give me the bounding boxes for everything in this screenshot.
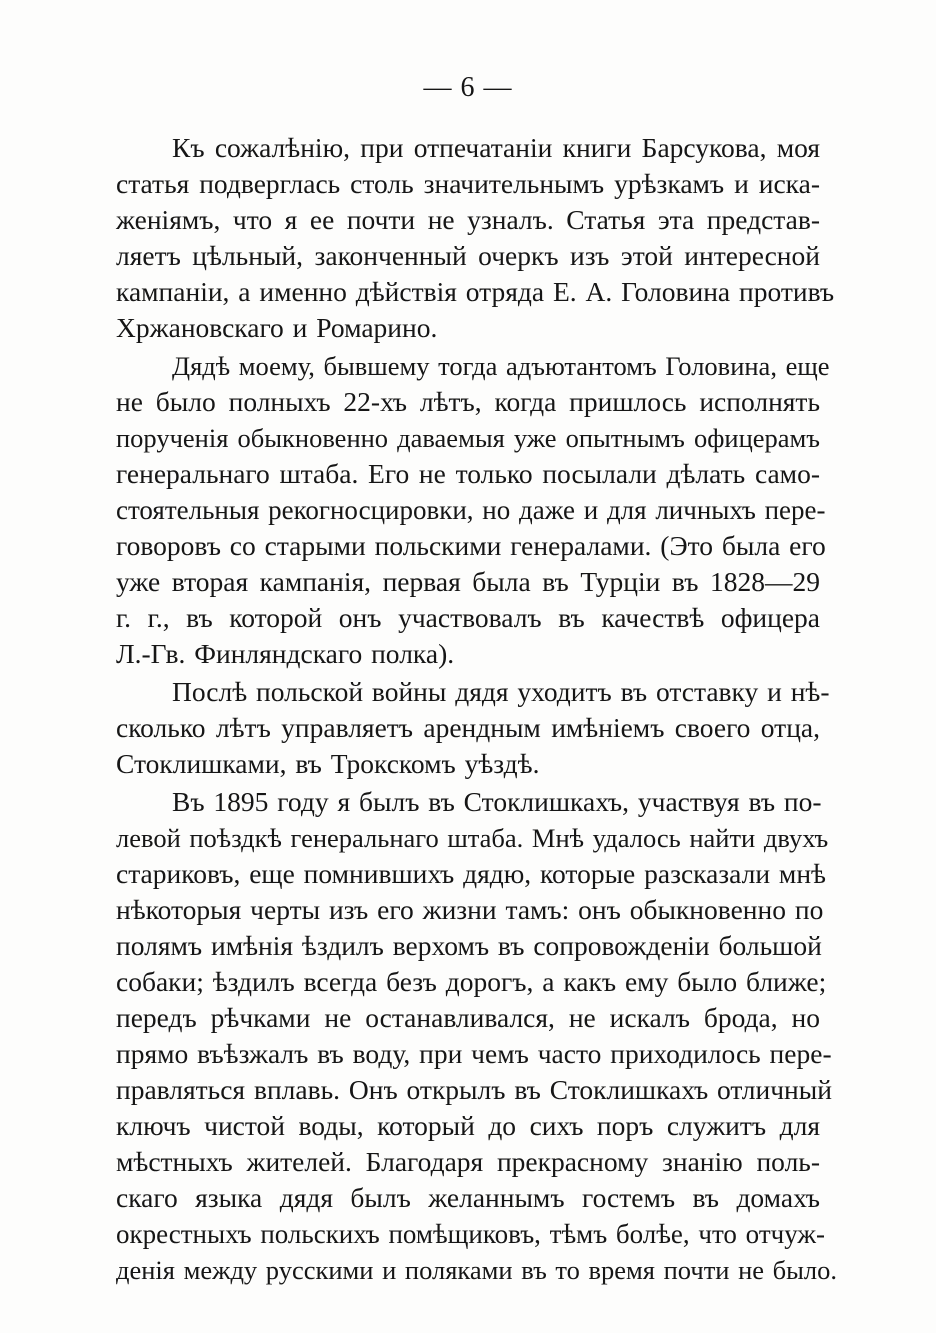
text-line: генеральнаго штаба. Его не только посылали дѣлать само-	[116, 458, 820, 489]
body-text	[116, 130, 838, 1290]
text-line: Къ сожалѣнію, при отпечатаніи книги Барсукова, моя	[172, 132, 820, 163]
text-line: нѣкоторыя черты изъ его жизни тамъ: онъ обыкновенно по	[116, 894, 824, 925]
text-line: г. г., въ которой онъ участвовалъ въ качествѣ офицера	[116, 602, 820, 633]
text-line: Стоклишками, въ Трокскомъ уѣздѣ.	[116, 748, 540, 779]
paragraph-1	[116, 130, 835, 346]
text-line: сколько лѣтъ управляетъ арендным имѣніемъ своего отца,	[116, 712, 820, 743]
paragraph-2	[116, 348, 830, 672]
text-line: Хржановскаго и Ромарино.	[116, 312, 438, 343]
text-line: ключъ чистой воды, который до сихъ поръ служитъ для	[116, 1110, 820, 1141]
text-line: левой поѣздкѣ генеральнаго штаба. Мнѣ удалось найти двухъ	[116, 823, 829, 853]
text-line: денія между русскими и поляками въ то время почти не было.	[116, 1255, 838, 1285]
text-line: стоятельныя рекогносцировки, но даже и для личныхъ пере-	[116, 495, 826, 525]
page-number: — 6 —	[423, 72, 513, 103]
text-line: говоровъ со старыми польскими генералами. (Это была его	[116, 530, 826, 561]
paragraph-3	[116, 674, 830, 782]
text-line: полямъ имѣнія ѣздилъ верхомъ въ сопровожденіи большой	[116, 930, 822, 961]
text-line: мѣстныхъ жителей. Благодаря прекрасному знанію поль-	[116, 1146, 820, 1177]
text-line: скаго языка дядя былъ желаннымъ гостемъ въ домахъ	[116, 1182, 820, 1213]
text-line: Въ 1895 году я былъ въ Стоклишкахъ, участвуя въ по-	[172, 786, 822, 817]
text-line: статья подверглась столь значительнымъ урѣзкамъ и иска-	[116, 168, 820, 199]
text-line: кампаніи, а именно дѣйствія отряда Е. А. Головина противъ	[116, 276, 835, 307]
paragraph-4	[116, 784, 838, 1288]
text-line: Л.-Гв. Финляндскаго полка).	[116, 638, 455, 669]
text-line: стариковъ, еще помнившихъ дядю, которые разсказали мнѣ	[116, 858, 826, 889]
text-line: Дядѣ моему, бывшему тогда адъютантомъ Головина, еще	[172, 351, 830, 381]
text-line: собаки; ѣздилъ всегда безъ дорогъ, а какъ ему было ближе;	[116, 966, 827, 997]
text-line: окрестныхъ польскихъ помѣщиковъ, тѣмъ болѣе, что отчуж-	[116, 1219, 825, 1249]
text-line: уже вторая кампанія, первая была въ Турціи въ 1828—29	[116, 566, 820, 597]
text-line: передъ рѣчками не останавливался, не искалъ брода, но	[116, 1002, 820, 1033]
text-line: порученія обыкновенно даваемыя уже опытнымъ офицерамъ	[116, 423, 820, 453]
text-line: не было полныхъ 22-хъ лѣтъ, когда пришлось исполнять	[116, 386, 820, 417]
text-line: Послѣ польской войны дядя уходитъ въ отставку и нѣ-	[172, 676, 830, 707]
text-line: женіямъ, что я ее почти не узналъ. Статья эта представ-	[116, 204, 820, 235]
text-line: правляться вплавь. Онъ открылъ въ Стоклишкахъ отличный	[116, 1074, 832, 1105]
text-line: ляетъ цѣльный, законченный очеркъ изъ этой интересной	[116, 240, 820, 271]
text-line: прямо въѣзжалъ въ воду, при чемъ часто приходилось пере-	[116, 1038, 832, 1069]
